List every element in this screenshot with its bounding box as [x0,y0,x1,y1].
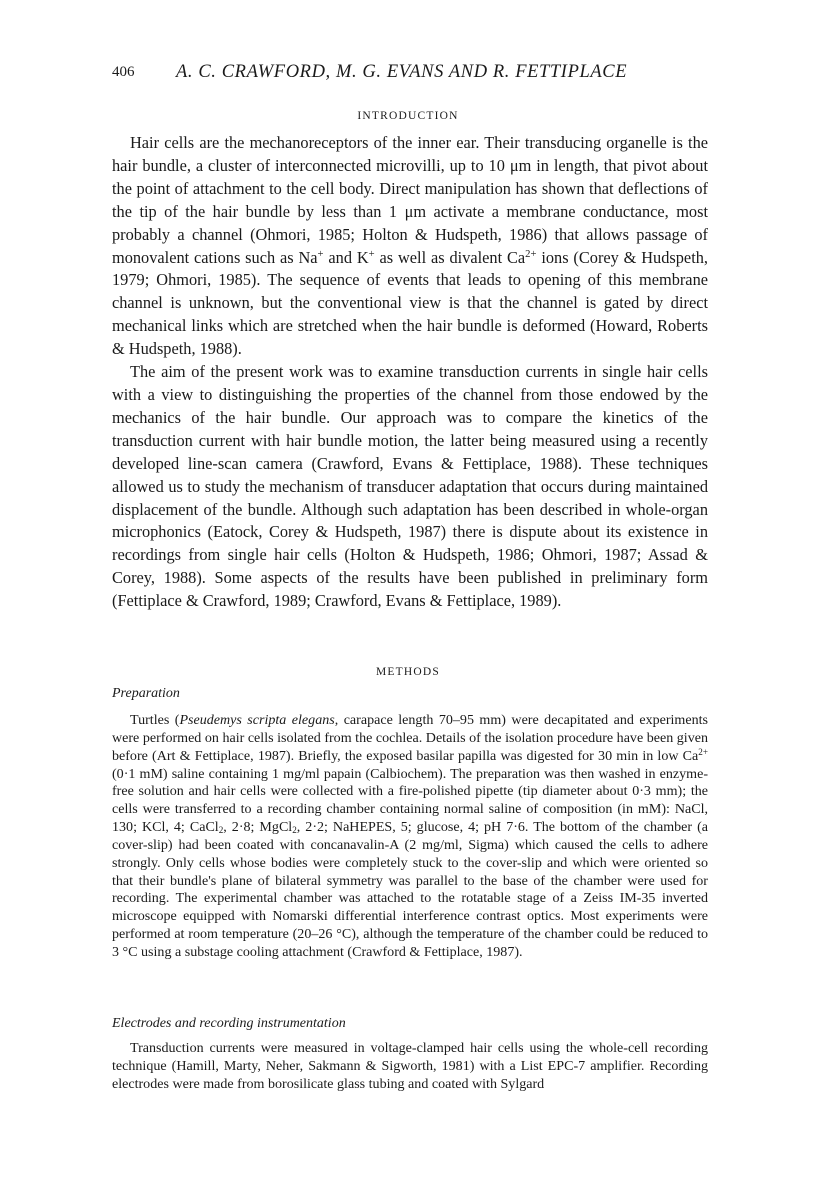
introduction-body [112,132,708,613]
electrodes-paragraph: Transduction currents were measured in voltage-clamped hair cells using the whole-cell recording technique (Hamill, Marty, Neher, Sakmann & Sigworth, 1981) with a List EPC-7 amplifier. Recording electrodes were made from borosilicate glass tubing and coated with Sylgard [112,1040,708,1092]
methods-heading: METHODS [376,666,440,678]
introduction-paragraph-1: Hair cells are the mechanoreceptors of the inner ear. Their transducing organelle is the hair bundle, a cluster of interconnected microvilli, up to 10 μm in length, that pivot about the point of attachment to the cell body. Direct manipulation has shown that deflections of the tip of the hair bundle by less than 1 μm activate a membrane conductance, most probably a channel (Ohmori, 1985; Holton & Hudspeth, 1986) that allows passage of monovalent cations such as Na+ and K+ as well as divalent $Ca^{2+}$ ions (Corey & Hudspeth, 1979; Ohmori, 1985). The sequence of events that leads to opening of this membrane channel is unknown, but the conventional view is that the channel is gated by direct mechanical links which are stretched when the hair bundle is deformed (Howard, Roberts & Hudspeth, 1988). [112,133,708,359]
introduction-paragraph-2: The aim of the present work was to examine transduction currents in single hair cells with a view to distinguishing the properties of the channel from those endowed by the mechanics of the hair bundle. Our approach was to compare the kinetics of the transduction current with hair bundle motion, the latter being measured using a recently developed line-scan camera (Crawford, Evans & Fettiplace, 1988). These techniques allowed us to study the mechanism of transducer adaptation that occurs during maintained displacement of the bundle. Although such adaptation has been described in whole-organ microphonics (Eatock, Corey & Hudspeth, 1987) there is dispute about its existence in recordings from single hair cells (Holton & Hudspeth, 1986; Ohmori, 1987; Assad & Corey, 1988). Some aspects of the results have been published in preliminary form (Fettiplace & Crawford, 1989; Crawford, Evans & Fettiplace, 1989). [112,362,708,611]
preparation-subheading: Preparation [112,686,180,701]
page-number: 406 [112,64,135,80]
preparation-body [112,712,708,962]
running-header [112,64,704,88]
electrodes-subheading: Electrodes and recording instrumentation [112,1016,346,1031]
electrodes-body [112,1040,708,1094]
introduction-heading: INTRODUCTION [357,110,459,122]
preparation-paragraph: Turtles (Pseudemys scripta elegans, carapace length 70–95 mm) were decapitated and experiments were performed on hair cells isolated from the cochlea. Details of the isolation procedure have been given before (Art & Fettiplace, 1987). Briefly, the exposed basilar papilla was digested for 30 min in low $Ca^{2+}$ (0·1 mM) saline containing 1 mg/ml papain (Calbiochem). The preparation was then washed in enzyme-free solution and hair cells were collected with a fire-polished pipette (tip diameter about 0·3 mm); the cells were transferred to a recording chamber containing normal saline of composition (in mM): NaCl, 130; KCl, 4; CaCl$_2$, 2·8; MgCl$_2$, 2·2; NaHEPES, 5; glucose, 4; pH 7·6. The bottom of the chamber (a cover-slip) had been coated with concanavalin-A (2 mg/ml, Sigma) which caused the cells to adhere strongly. Only cells whose bodies were completely stuck to the cover-slip and which were oriented so that their bundle's plane of bilateral symmetry was parallel to the base of the chamber were used for recording. The experimental chamber was attached to the rotatable stage of a Zeiss IM-35 inverted microscope equipped with Nomarski differential interference contrast optics. Most experiments were performed at room temperature (20–26 °C), although the temperature of the chamber could be reduced to 3 °C using a substage cooling attachment (Crawford & Fettiplace, 1987). [112,712,708,960]
running-header-authors: A. C. CRAWFORD, M. G. EVANS AND R. FETTIPLACE [176,62,628,82]
